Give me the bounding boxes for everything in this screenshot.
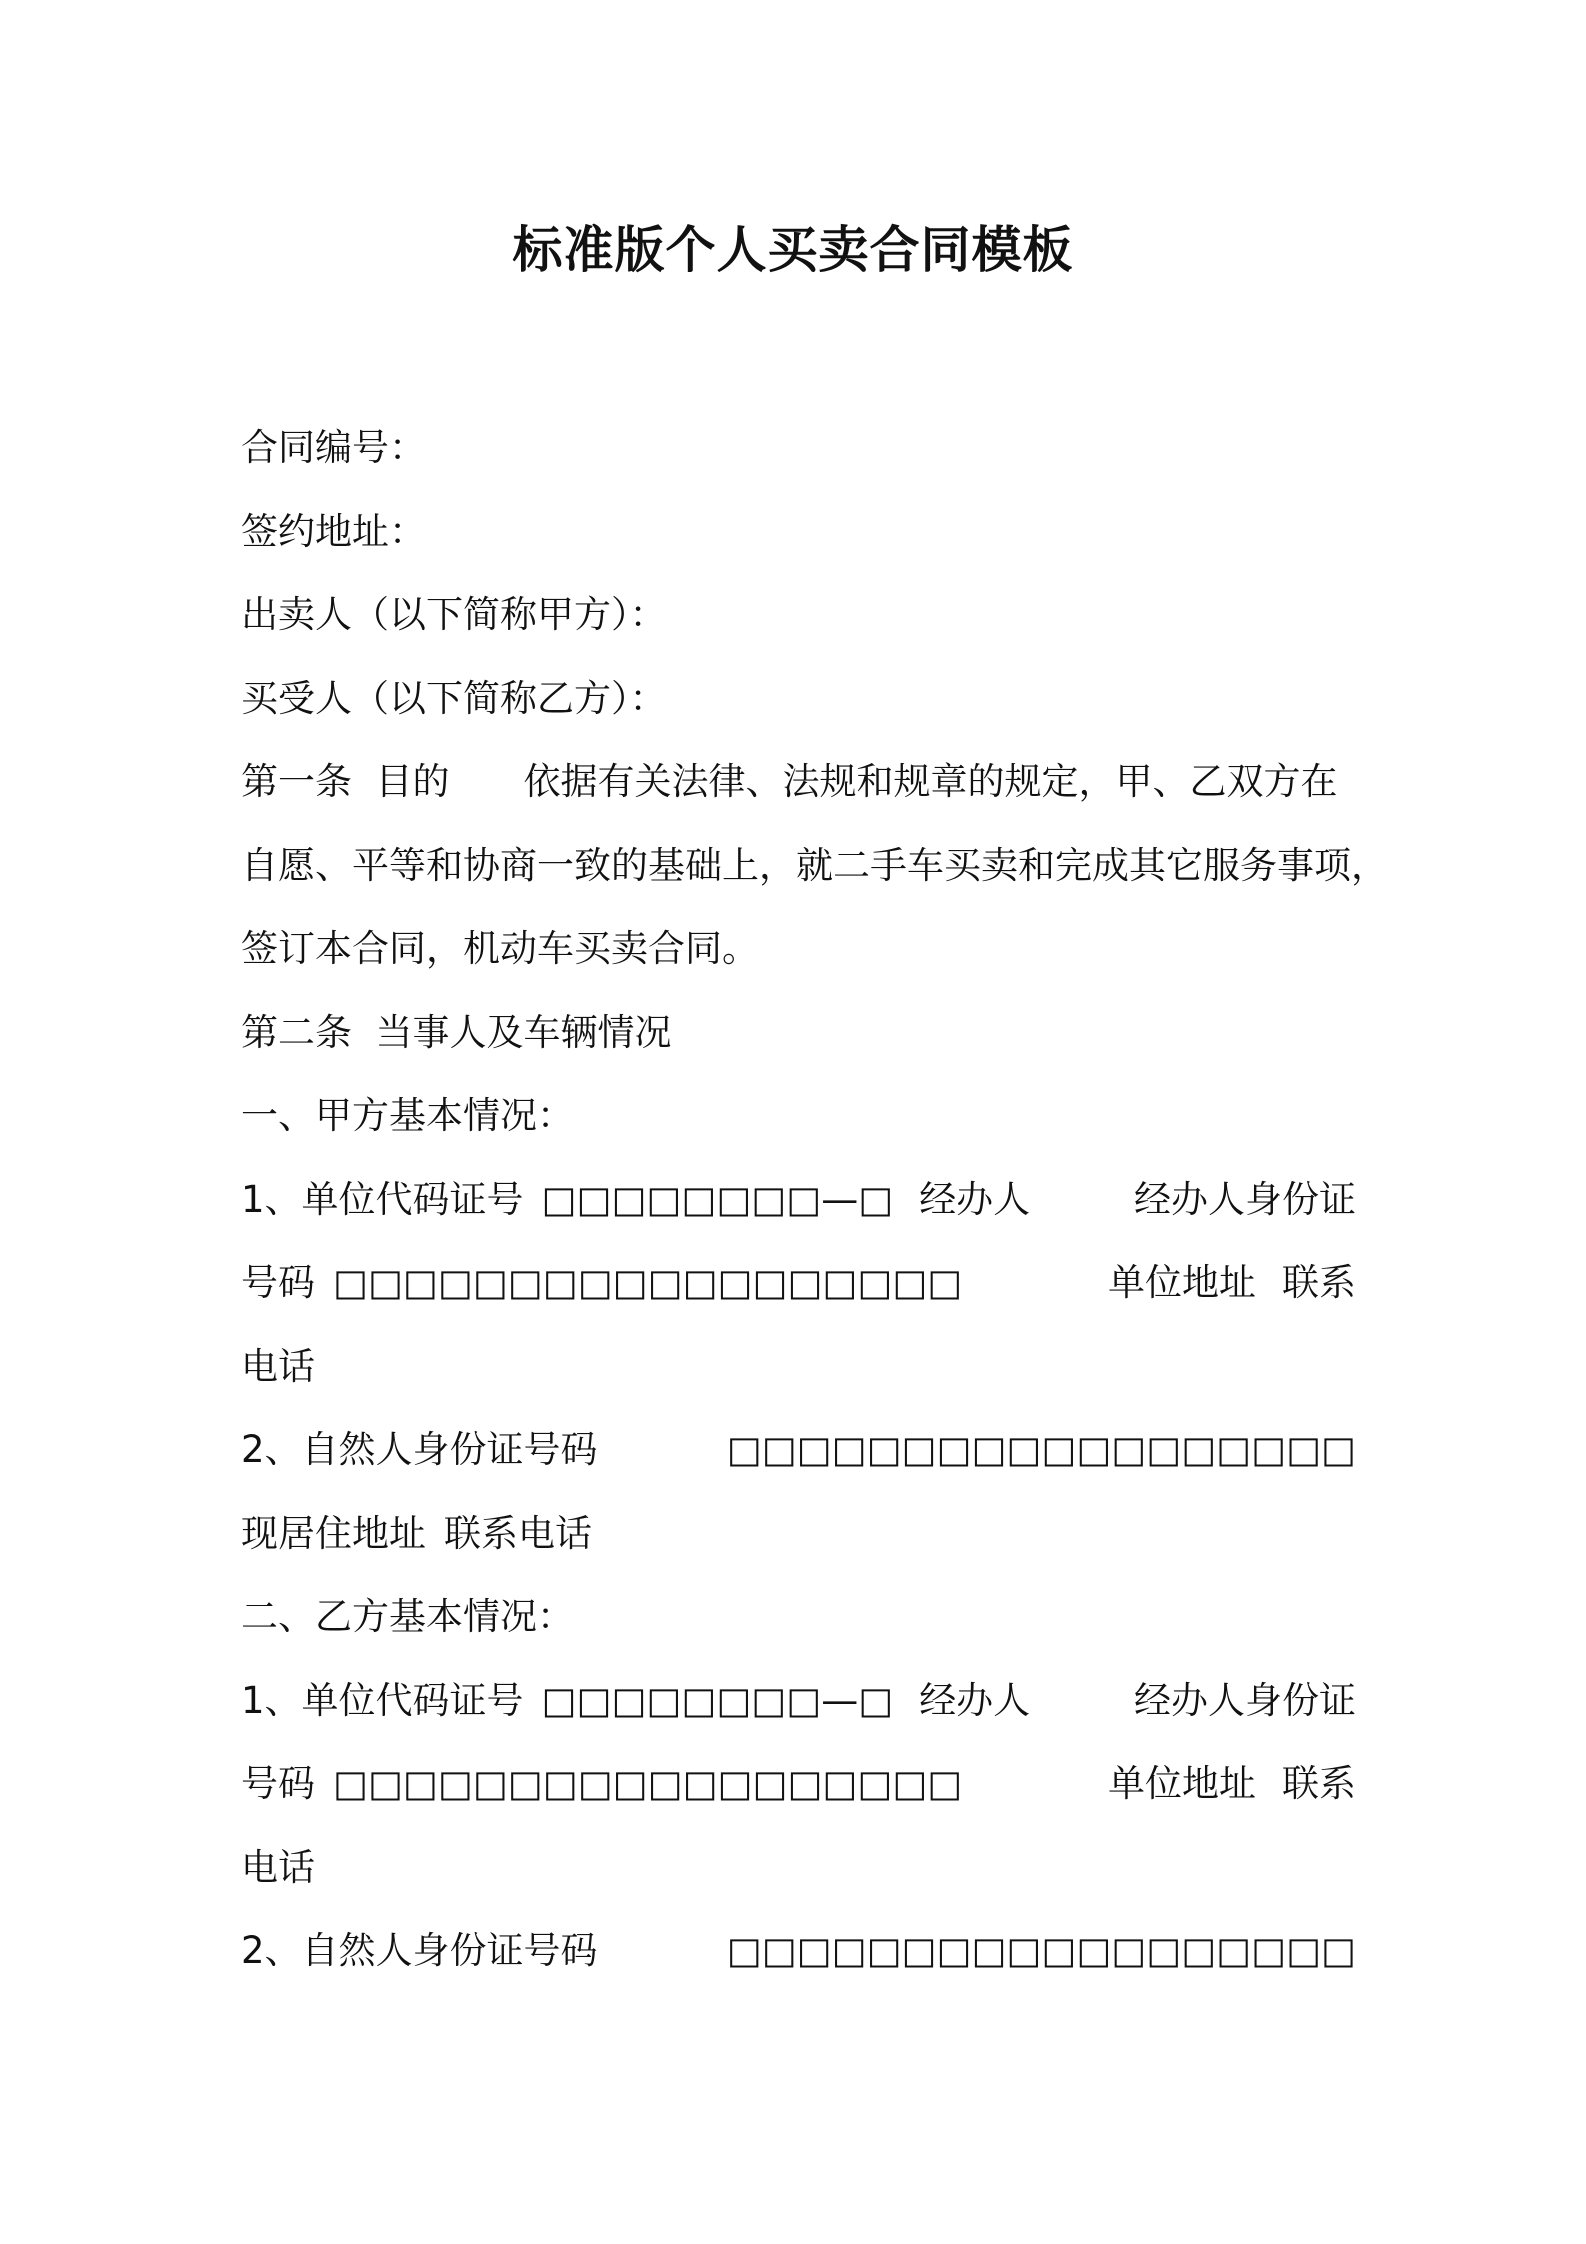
party-a-natural-id-label: 2、自然人身份证号码 (241, 1428, 598, 1471)
party-a-unit-address-label: 单位地址 (1108, 1261, 1256, 1304)
document-body (241, 406, 1388, 1993)
party-a-unit-code-label: 1、单位代码证号 (241, 1177, 524, 1221)
party-b-natural-id-boxes: □□□□□□□□□□□□□□□□□□ (726, 1929, 1356, 1972)
party-b-id-label: 号码 (241, 1762, 315, 1805)
party-a-id-number-line (241, 1241, 1356, 1325)
party-a-unit-code-line (241, 1158, 1356, 1242)
article2-heading: 第二条 当事人及车辆情况 (241, 1010, 672, 1054)
party-a-residence-line (241, 1492, 1356, 1576)
contract-number-line: 合同编号： (241, 426, 426, 469)
article1-heading: 第一条 目的 (241, 760, 450, 803)
party-b-agent-label: 经办人 (919, 1678, 1031, 1722)
party-a-agent-label: 经办人 (919, 1177, 1031, 1221)
party-b-unit-code-line (241, 1659, 1356, 1743)
party-b-natural-id-label: 2、自然人身份证号码 (241, 1929, 598, 1972)
buyer-line: 买受人（以下简称乙方）： (241, 676, 667, 720)
party-b-contact-label: 联系 (1282, 1762, 1356, 1805)
party-a-unit-code-boxes: □□□□□□□□—□ (541, 1177, 894, 1221)
party-a-contact-label: 联系 (1282, 1261, 1356, 1304)
party-a-residence-label: 现居住地址 (241, 1511, 426, 1555)
party-a-agent-id-label: 经办人身份证 (1134, 1177, 1356, 1221)
party-a-natural-id-boxes: □□□□□□□□□□□□□□□□□□ (726, 1428, 1356, 1471)
party-a-id-label: 号码 (241, 1261, 315, 1304)
party-b-heading: 二、乙方基本情况： (241, 1595, 574, 1638)
article1-text-a: 依据有关法律、法规和规章的规定，甲、乙双方在 (523, 760, 1338, 803)
article1-line-2: 自愿、平等和协商一致的基础上，就二手车买卖和完成其它服务事项， (241, 843, 1388, 887)
party-a-id-boxes: □□□□□□□□□□□□□□□□□□ (333, 1261, 963, 1304)
party-b-unit-code-label: 1、单位代码证号 (241, 1678, 524, 1722)
party-b-phone-label: 电话 (241, 1845, 315, 1889)
party-a-phone-label: 电话 (241, 1344, 315, 1388)
party-b-id-boxes: □□□□□□□□□□□□□□□□□□ (333, 1762, 963, 1805)
party-b-unit-code-boxes: □□□□□□□□—□ (541, 1678, 894, 1722)
party-b-agent-id-label: 经办人身份证 (1134, 1678, 1356, 1722)
party-a-heading: 一、甲方基本情况： (241, 1094, 574, 1137)
party-b-id-number-line (241, 1742, 1356, 1826)
seller-line: 出卖人（以下简称甲方）： (241, 593, 667, 636)
party-a-natural-person-line (241, 1408, 1356, 1492)
party-a-natural-phone-label: 联系电话 (444, 1511, 592, 1555)
article1-line-1 (241, 740, 1356, 824)
party-b-unit-address-label: 单位地址 (1108, 1762, 1256, 1805)
article1-line-3: 签订本合同，机动车买卖合同。 (241, 927, 759, 970)
document-title: 标准版个人买卖合同模板 (512, 221, 1074, 279)
party-b-natural-person-line (241, 1909, 1356, 1993)
sign-address-line: 签约地址： (241, 509, 426, 553)
